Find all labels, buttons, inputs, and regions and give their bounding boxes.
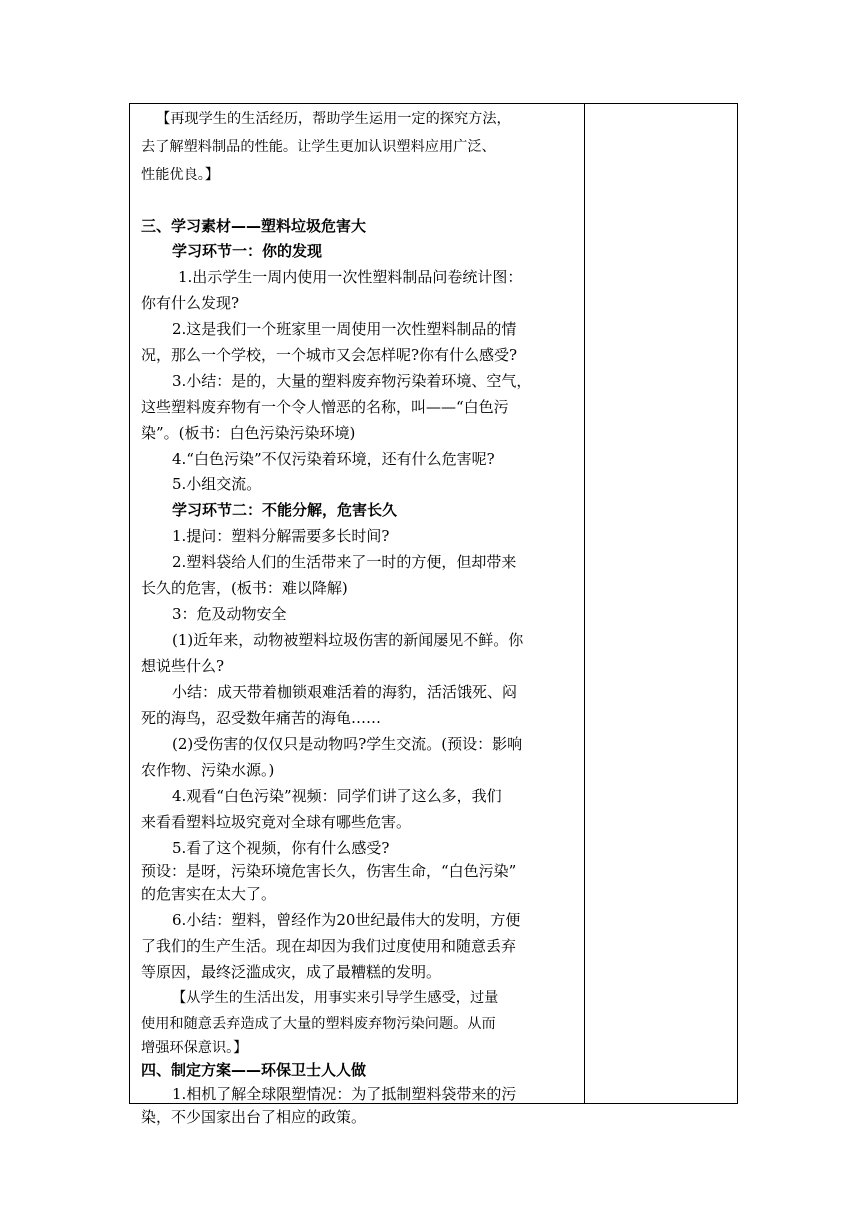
body-line: 这些塑料废弃物有一个令人憎恶的名称，叫——“白色污 — [141, 398, 509, 416]
body-line: 染”。(板书：白色污染污染环境) — [141, 424, 356, 442]
section-heading: 四、制定方案——环保卫士人人做 — [141, 1061, 367, 1079]
body-line: 1.提问：塑料分解需要多长时间? — [172, 527, 390, 545]
body-line: 染，不少国家出台了相应的政策。 — [141, 1108, 367, 1126]
body-line: 的危害实在太大了。 — [141, 885, 277, 903]
design-note-line: 使用和随意丢弃造成了大量的塑料废弃物污染问题。从而 — [141, 1016, 496, 1032]
design-note-line: 【从学生的生活出发，用事实来引导学生感受，过量 — [172, 990, 499, 1006]
body-line: 2.这是我们一个班家里一周使用一次性塑料制品的情 — [172, 320, 517, 338]
design-note-line: 性能优良。】 — [141, 167, 220, 183]
body-line: 5.小组交流。 — [172, 475, 262, 493]
body-line: 1.出示学生一周内使用一次性塑料制品问卷统计图： — [178, 268, 523, 286]
body-line: 2.塑料袋给人们的生活带来了一时的方便，但却带来 — [172, 553, 517, 571]
lesson-plan-table — [129, 103, 738, 1126]
body-line: 4.观看“白色污染”视频：同学们讲了这么多，我们 — [172, 787, 502, 805]
body-line: 等原因，最终泛滥成灾，成了最糟糕的发明。 — [141, 963, 442, 981]
body-line: 想说些什么? — [141, 657, 225, 675]
section-heading: 三、学习素材——塑料垃圾危害大 — [141, 217, 367, 235]
body-line: 3.小结：是的，大量的塑料废弃物污染着环境、空气， — [172, 372, 532, 390]
subsection-heading: 学习环节二：不能分解，危害长久 — [172, 501, 398, 519]
body-line: 死的海鸟，忍受数年痛苦的海龟…… — [141, 709, 382, 727]
body-line: 况，那么一个学校，一个城市又会怎样呢?你有什么感受? — [141, 346, 518, 364]
body-line: 了我们的生产生活。现在却因为我们过度使用和随意丢弃 — [141, 937, 517, 955]
design-note-line: 去了解塑料制品的性能。让学生更加认识塑料应用广泛、 — [141, 139, 496, 155]
body-line: (1)近年来，动物被塑料垃圾伤害的新闻屡见不鲜。你 — [172, 631, 524, 649]
body-line: 农作物、污染水源。) — [141, 761, 275, 779]
design-note-line: 增强环保意识。】 — [141, 1040, 248, 1056]
body-line: 1.相机了解全球限塑情况：为了抵制塑料袋带来的污 — [172, 1085, 517, 1103]
body-line: 预设：是呀，污染环境危害长久，伤害生命，“白色污染” — [141, 862, 517, 880]
body-line: 6.小结：塑料，曾经作为20世纪最伟大的发明，方便 — [172, 911, 521, 929]
body-line: 4.“白色污染”不仅污染着环境，还有什么危害呢? — [172, 450, 495, 468]
body-line: 3：危及动物安全 — [172, 605, 287, 623]
design-note-line: 【再现学生的生活经历，帮助学生运用一定的探究方法， — [156, 111, 511, 127]
body-line: 来看看塑料垃圾究竟对全球有哪些危害。 — [141, 813, 412, 831]
body-line: 5.看了这个视频，你有什么感受? — [172, 839, 390, 857]
body-line: 长久的危害，(板书：难以降解) — [141, 579, 348, 597]
body-line: 小结：成天带着枷锁艰难活着的海豹，活活饿死、闷 — [172, 683, 518, 701]
body-line: 你有什么发现? — [141, 294, 240, 312]
body-line: (2)受伤害的仅仅只是动物吗?学生交流。(预设：影响 — [172, 735, 523, 753]
subsection-heading: 学习环节一：你的发现 — [172, 242, 323, 260]
remarks-cell — [585, 104, 737, 1103]
